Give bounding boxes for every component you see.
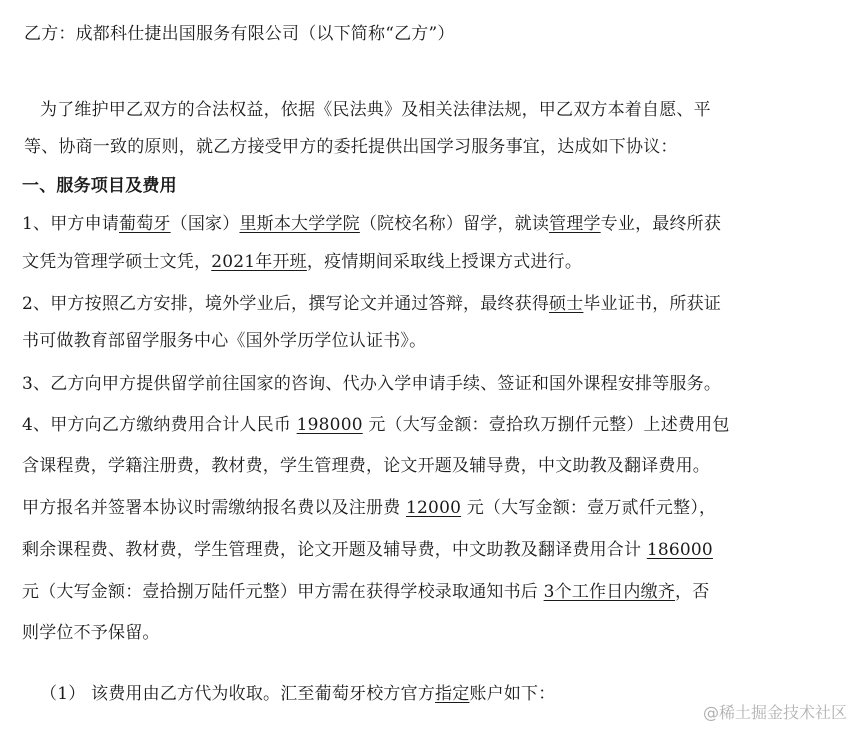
payment-deadline-field: 3个工作日内缴齐 <box>543 582 676 602</box>
sub-item-1-line: （1） 该费用由乙方代为收取。汇至葡萄牙校方官方指定账户如下： <box>40 684 556 704</box>
start-date-field: 2021年开班 <box>211 252 307 272</box>
school-field: 里斯本大学学院 <box>239 214 360 234</box>
intro-paragraph-line-1: 为了维护甲乙双方的合法权益，依据《民法典》及相关法律法规，甲乙双方本着自愿、平 <box>40 100 711 120</box>
item-4-line-5: 元（大写金额：壹拾捌万陆仟元整）甲方需在获得学校录取通知书后 3个工作日内缴齐，否 <box>22 582 710 602</box>
item-4-line-6: 则学位不予保留。 <box>22 623 160 643</box>
juejin-watermark: @稀土掘金技术社区 <box>702 703 847 722</box>
party-b-line: 乙方：成都科仕捷出国服务有限公司（以下简称“乙方”） <box>24 24 455 44</box>
degree-field: 硕士 <box>549 294 584 314</box>
registration-fee-field: 12000 <box>406 498 462 518</box>
item-2-line-1: 2、甲方按照乙方安排，境外学业后，撰写论文并通过答辩，最终获得硕士毕业证书，所获证 <box>22 294 722 314</box>
item-4-line-2: 含课程费，学籍注册费，教材费，学生管理费，论文开题及辅导费，中文助教及翻译费用。 <box>22 456 710 476</box>
section-heading-services-fees: 一、服务项目及费用 <box>22 176 177 196</box>
country-field: 葡萄牙 <box>119 214 171 234</box>
item-3-line: 3、乙方向甲方提供留学前往国家的咨询、代办入学申请手续、签证和国外课程安排等服务。 <box>22 374 722 394</box>
item-2-line-2: 书可做教育部留学服务中心《国外学历学位认证书》。 <box>22 331 427 351</box>
item-4-line-4: 剩余课程费、教材费，学生管理费，论文开题及辅导费，中文助教及翻译费用合计 186000 <box>22 540 713 560</box>
intro-paragraph-line-2: 等、协商一致的原则，就乙方接受甲方的委托提供出国学习服务事宜，达成如下协议： <box>24 137 678 157</box>
item-1-line-2: 文凭为管理学硕士文凭，2021年开班，疫情期间采取线上授课方式进行。 <box>22 252 583 272</box>
major-field: 管理学 <box>549 214 601 234</box>
remaining-fee-field: 186000 <box>646 540 713 560</box>
item-4-line-3: 甲方报名并签署本协议时需缴纳报名费以及注册费 12000 元（大写金额：壹万贰仟元整）， <box>22 498 717 518</box>
designated-field: 指定 <box>435 684 470 704</box>
item-4-line-1: 4、甲方向乙方缴纳费用合计人民币 198000 元（大写金额：壹拾玖万捌仟元整）上述费用包 <box>22 415 730 435</box>
item-1-line-1: 1、甲方申请葡萄牙（国家）里斯本大学学院（院校名称）留学，就读管理学专业，最终所获 <box>22 214 722 234</box>
total-fee-field: 198000 <box>296 415 363 435</box>
